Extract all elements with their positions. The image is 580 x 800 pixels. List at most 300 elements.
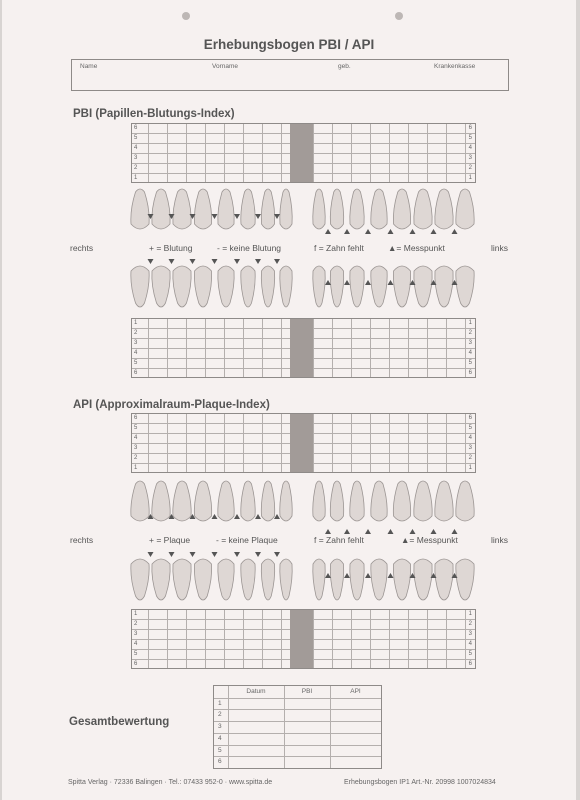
grid-row-number-left: 5 [134,651,138,657]
tooth-group [194,189,211,229]
tooth-icon [350,481,364,521]
tooth-group [350,189,364,229]
grid-row-number-right: 1 [468,465,472,471]
tooth-group [241,189,255,229]
grid-row-number-left: 2 [134,621,138,627]
tooth-icon [152,189,170,229]
grid-column-line [351,319,352,377]
grid-row-number-right: 3 [468,631,472,637]
measurement-point-marker [344,229,350,234]
grid-row-number-right: 1 [468,320,472,326]
measurement-point-marker [212,214,218,219]
grid-row-number-left: 4 [134,350,138,356]
tooth-group [194,481,211,521]
grid-column-line [224,610,225,668]
tooth-icon [194,266,211,307]
grid-row-number-right: 4 [468,641,472,647]
api-legend-minus: - = keine Plaque [216,535,278,545]
measurement-point-marker [388,280,394,285]
grid-column-line [465,124,466,182]
measurement-point-marker [169,552,175,557]
grid-column-line [148,124,149,182]
grid-column-line [148,414,149,472]
tooth-icon [173,266,191,307]
measurement-point-marker [344,573,350,578]
grid-row-number-right: 6 [468,415,472,421]
measurement-point-marker [365,573,371,578]
tooth-group [261,189,274,229]
tooth-icon [456,481,474,521]
tooth-group [393,481,410,521]
grid-column-line [281,124,282,182]
grid-column-line [370,610,371,668]
tooth-group [435,266,453,307]
tooth-group [414,189,432,229]
tooth-icon [371,266,387,307]
measurement-point-marker [410,529,416,534]
grid-column-line [332,124,333,182]
measurement-point-marker [274,552,280,557]
tooth-icon [261,266,274,307]
measurement-point-marker [234,552,240,557]
tooth-group [218,481,234,521]
api-lower-teeth [130,548,475,606]
grid-row-number-right: 2 [468,621,472,627]
tooth-icon [313,481,325,521]
tooth-group [456,559,474,600]
tooth-group [393,189,410,229]
grid-column-line [186,124,187,182]
grid-column-line [243,124,244,182]
tooth-group [371,189,387,229]
grid-row-number-right: 1 [468,611,472,617]
tooth-group [152,559,170,600]
grid-column-line [167,319,168,377]
summary-table[interactable] [213,685,382,769]
grid-row-number-left: 5 [134,135,138,141]
grid-column-line [167,610,168,668]
grid-column-line [351,124,352,182]
tooth-group [173,266,191,307]
tooth-group [261,266,274,307]
tooth-icon [218,481,234,521]
summary-row-number: 3 [218,723,222,731]
api-upper-grid[interactable] [131,413,476,473]
tooth-group [152,266,170,307]
grid-row-number-left: 6 [134,415,138,421]
pbi-legend-minus: - = keine Blutung [217,243,282,253]
measurement-point-marker [344,280,350,285]
summary-row-number: 1 [218,699,222,707]
tooth-group [241,266,255,307]
tooth-icon [414,481,432,521]
pbi-legend-plus: + = Blutung [149,243,193,253]
grid-row-number-right: 2 [468,165,472,171]
pbi-upper-grid[interactable] [131,123,476,183]
tooth-icon [371,481,387,521]
tooth-icon [241,189,255,229]
form-title: Erhebungsbogen PBI / API [203,37,375,52]
tooth-group [131,266,149,307]
tooth-group [280,189,292,229]
grid-row-number-left: 3 [134,155,138,161]
name-label: Name [80,63,98,70]
grid-column-line [370,124,371,182]
summary-row-line [214,756,381,757]
summary-row-line [214,733,381,734]
grid-column-line [205,414,206,472]
tooth-group [414,481,432,521]
tooth-icon [313,266,325,307]
gesamtbewertung-heading: Gesamtbewertung [69,716,170,728]
grid-column-line [313,414,314,472]
vorname-label: Vorname [212,63,239,70]
tooth-icon [173,189,191,229]
measurement-point-marker [169,259,175,264]
summary-column-line [330,686,331,768]
tooth-icon [152,559,170,600]
grid-row-number-right: 6 [468,125,472,131]
pbi-heading: PBI (Papillen-Blutungs-Index) [73,108,235,120]
api-upper-teeth [130,478,475,540]
summary-row-number: 2 [218,711,222,719]
tooth-icon [330,559,343,600]
tooth-group [456,481,474,521]
grid-column-line [262,319,263,377]
grid-row-number-left: 2 [134,165,138,171]
tooth-icon [131,559,149,600]
measurement-point-marker [190,259,196,264]
tooth-group [330,189,343,229]
tooth-group [131,559,149,600]
grid-row-number-left: 6 [134,370,138,376]
tooth-icon [261,189,274,229]
tooth-group [218,559,234,600]
measurement-point-marker [325,229,331,234]
grid-row-number-left: 3 [134,631,138,637]
tooth-group [435,189,453,229]
measurement-point-marker [148,552,154,557]
grid-row-number-left: 1 [134,175,138,181]
grid-column-line [148,319,149,377]
grid-column-line [205,124,206,182]
summary-row-line [214,709,381,710]
grid-column-line [465,610,466,668]
api-legend-point: ▲= Messpunkt [401,535,458,545]
summary-column-header: PBI [301,688,313,695]
form-sheet [2,0,576,800]
tooth-group [194,559,211,600]
measurement-point-marker [365,280,371,285]
grid-column-line [465,414,466,472]
tooth-group [173,481,191,521]
tooth-group [414,559,432,600]
grid-column-line [313,124,314,182]
tooth-group [435,559,453,600]
tooth-icon [371,559,387,600]
grid-column-line [427,414,428,472]
grid-column-line [186,319,187,377]
tooth-group [194,266,211,307]
summary-row-line [214,745,381,746]
tooth-group [456,189,474,229]
grid-row-number-right: 1 [468,175,472,181]
grid-row-number-left: 6 [134,661,138,667]
grid-column-line [389,610,390,668]
measurement-point-marker [234,259,240,264]
tooth-group [280,481,292,521]
grid-shaded-midline [290,414,313,472]
measurement-point-marker [255,552,261,557]
tooth-icon [350,189,364,229]
summary-row-number: 4 [218,734,222,742]
api-side-left-label: links [491,535,509,545]
grid-row-number-right: 3 [468,155,472,161]
grid-column-line [205,610,206,668]
grid-column-line [408,610,409,668]
tooth-group [371,559,387,600]
tooth-group [261,559,274,600]
measurement-point-marker [431,529,437,534]
grid-row-number-left: 4 [134,435,138,441]
measurement-point-marker [274,259,280,264]
grid-column-line [243,319,244,377]
measurement-point-marker [255,259,261,264]
tooth-icon [393,266,410,307]
tooth-group [350,266,364,307]
grid-column-line [351,610,352,668]
grid-row-number-left: 6 [134,125,138,131]
tooth-group [350,559,364,600]
grid-row-number-right: 5 [468,135,472,141]
grid-column-line [465,319,466,377]
grid-column-line [427,610,428,668]
tooth-group [456,266,474,307]
tooth-group [313,559,325,600]
tooth-icon [218,559,234,600]
tooth-icon [194,189,211,229]
tooth-icon [330,189,343,229]
tooth-icon [241,266,255,307]
measurement-point-marker [388,529,394,534]
tooth-icon [456,559,474,600]
grid-row-number-left: 2 [134,330,138,336]
tooth-group [261,481,274,521]
tooth-icon [241,481,255,521]
tooth-icon [435,189,453,229]
grid-column-line [243,610,244,668]
measurement-point-marker [388,229,394,234]
measurement-point-marker [212,514,218,519]
grid-column-line [313,610,314,668]
tooth-icon [330,481,343,521]
measurement-point-marker [388,573,394,578]
grid-row-number-right: 3 [468,445,472,451]
pbi-lower-grid[interactable] [131,318,476,378]
tooth-icon [435,481,453,521]
grid-column-line [408,414,409,472]
tooth-icon [393,559,410,600]
api-legend-missing: f = Zahn fehlt [314,535,364,545]
grid-column-line [224,414,225,472]
tooth-icon [393,481,410,521]
grid-row-number-left: 1 [134,611,138,617]
grid-column-line [332,319,333,377]
grid-row-number-left: 1 [134,465,138,471]
measurement-point-marker [212,552,218,557]
grid-row-number-right: 6 [468,661,472,667]
tooth-icon [313,559,325,600]
tooth-icon [173,481,191,521]
measurement-point-marker [234,214,240,219]
pbi-legend-missing: f = Zahn fehlt [314,243,364,253]
tooth-icon [152,481,170,521]
tooth-icon [280,481,292,521]
grid-column-line [446,124,447,182]
grid-row-number-right: 6 [468,370,472,376]
summary-row-line [214,698,381,699]
measurement-point-marker [431,229,437,234]
grid-column-line [389,124,390,182]
grid-column-line [205,319,206,377]
measurement-point-marker [410,229,416,234]
measurement-point-marker [212,259,218,264]
api-lower-grid[interactable] [131,609,476,669]
measurement-point-marker [365,529,371,534]
tooth-group [241,481,255,521]
grid-column-line [446,610,447,668]
grid-row-number-right: 2 [468,455,472,461]
tooth-icon [194,481,211,521]
grid-column-line [262,414,263,472]
punch-hole [182,12,190,20]
grid-column-line [427,124,428,182]
tooth-icon [350,559,364,600]
grid-column-line [446,319,447,377]
summary-column-header: Datum [246,688,266,695]
measurement-point-marker [255,514,261,519]
pbi-lower-teeth [130,255,475,313]
grid-row-number-right: 4 [468,435,472,441]
patient-name-box[interactable] [71,59,509,91]
tooth-icon [131,189,149,229]
pbi-upper-teeth [130,186,475,248]
grid-column-line [427,319,428,377]
tooth-icon [414,189,432,229]
grid-column-line [408,319,409,377]
tooth-icon [280,189,292,229]
tooth-icon [218,266,234,307]
grid-column-line [281,610,282,668]
tooth-icon [261,559,274,600]
tooth-icon [414,559,432,600]
tooth-group [280,559,292,600]
measurement-point-marker [344,529,350,534]
geb-label: geb. [338,63,351,70]
grid-row-number-right: 3 [468,340,472,346]
grid-column-line [224,319,225,377]
grid-column-line [408,124,409,182]
grid-row-number-right: 5 [468,425,472,431]
tooth-group [313,481,325,521]
measurement-point-marker [452,229,458,234]
pbi-side-right-label: rechts [70,243,94,253]
measurement-point-marker [365,229,371,234]
tooth-icon [435,559,453,600]
measurement-point-marker [325,529,331,534]
api-heading: API (Approximalraum-Plaque-Index) [73,399,270,411]
grid-column-line [370,319,371,377]
grid-row-number-left: 1 [134,320,138,326]
grid-row-number-left: 4 [134,145,138,151]
tooth-icon [371,189,387,229]
tooth-group [330,266,343,307]
tooth-group [241,559,255,600]
tooth-group [218,266,234,307]
grid-column-line [148,610,149,668]
summary-column-line [284,686,285,768]
grid-column-line [186,414,187,472]
api-side-right-label: rechts [70,535,94,545]
grid-column-line [281,319,282,377]
tooth-group [280,266,292,307]
grid-row-number-left: 3 [134,445,138,451]
grid-column-line [389,414,390,472]
api-legend-plus: + = Plaque [149,535,191,545]
grid-column-line [351,414,352,472]
grid-row-number-right: 5 [468,360,472,366]
grid-row-number-left: 2 [134,455,138,461]
tooth-icon [173,559,191,600]
grid-shaded-midline [290,319,313,377]
tooth-group [330,559,343,600]
grid-column-line [167,414,168,472]
grid-column-line [243,414,244,472]
tooth-icon [241,559,255,600]
measurement-point-marker [255,214,261,219]
grid-column-line [370,414,371,472]
tooth-group [371,481,387,521]
tooth-icon [393,189,410,229]
grid-shaded-midline [290,610,313,668]
tooth-icon [194,559,211,600]
grid-row-number-left: 3 [134,340,138,346]
tooth-group [393,266,410,307]
tooth-group [313,266,325,307]
tooth-icon [330,266,343,307]
grid-row-number-right: 2 [468,330,472,336]
grid-column-line [332,414,333,472]
tooth-icon [280,266,292,307]
summary-column-line [228,686,229,768]
summary-row-number: 5 [218,746,222,754]
summary-row-number: 6 [218,758,222,766]
measurement-point-marker [452,529,458,534]
tooth-group [152,481,170,521]
footer-publisher: Spitta Verlag · 72336 Balingen · Tel.: 07433 952-0 · www.spitta.de [68,779,273,786]
summary-row-line [214,721,381,722]
tooth-group [152,189,170,229]
tooth-group [414,266,432,307]
grid-column-line [389,319,390,377]
measurement-point-marker [234,514,240,519]
grid-column-line [262,610,263,668]
tooth-group [350,481,364,521]
grid-column-line [262,124,263,182]
tooth-icon [131,481,149,521]
tooth-group [131,189,149,229]
tooth-icon [218,189,234,229]
